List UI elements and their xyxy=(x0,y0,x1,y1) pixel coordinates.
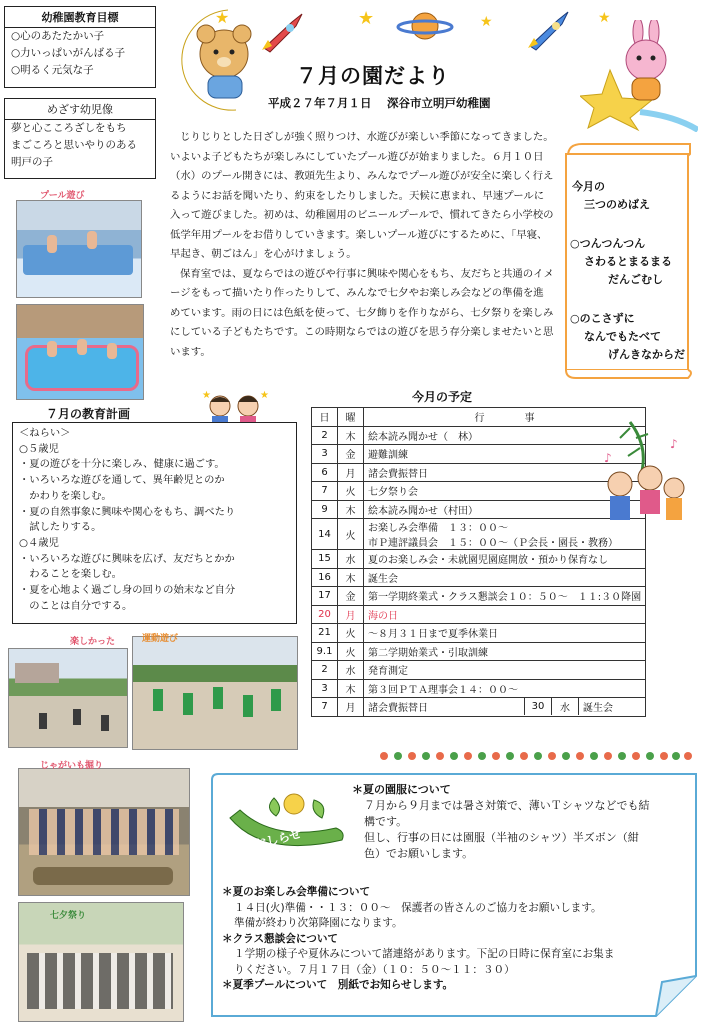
plan-line: ○４歳児 xyxy=(19,536,59,549)
vision-box xyxy=(4,98,156,179)
schedule-event-text: 七夕祭り会 xyxy=(368,487,418,499)
schedule-event-text: 避難訓練 xyxy=(368,450,408,462)
star-icon: ★ xyxy=(480,14,493,30)
planet-icon xyxy=(396,8,454,48)
schedule-weekday: 木 xyxy=(338,568,364,587)
schedule-event-text: 夏のお楽しみ会・未就園児園庭開放・預かり保育なし xyxy=(368,555,608,567)
children-singing-illustration xyxy=(590,418,690,532)
fruit-border xyxy=(378,750,694,762)
goal-item: ○明るく元気な子 xyxy=(11,64,94,76)
plan-line: ・夏を心地よく過ごし身の回りの始末など自分 xyxy=(19,584,236,597)
schedule-day: 9.1 xyxy=(312,642,338,661)
words-line: げんきなからだ xyxy=(608,348,685,361)
plan-title: ７月の教育計画 xyxy=(46,407,131,421)
notice-line: １４日(火)準備・・１３：００〜 保護者の皆さんのご協力をお願いします。 xyxy=(234,901,602,914)
schedule-day: 16 xyxy=(312,568,338,587)
words-line: だんごむし xyxy=(608,273,663,286)
words-scroll xyxy=(562,142,694,380)
words-line: なんでもたべて xyxy=(584,330,661,343)
schedule-event-text: 諸会費振替日 xyxy=(364,698,525,715)
schedule-event-text: 第一学期終業式・クラス懇談会１０：５０〜 １１:３０降園 xyxy=(368,592,642,604)
plan-box xyxy=(12,422,297,624)
page-title: ７月の園だより xyxy=(296,64,450,88)
intro-paragraph-1: じりじりとした日ざしが強く照りつけ、水遊びが楽しい季節になってきました。いよいよ子どもたちが楽しみにしていたプール遊びが始まりました。６月１０日（水）のプール開きには、教頭先生より、みんなでプール遊びが安全に楽しく行えるようにお話を聞いたり、約束をしたりしました。天候に恵まれ、早速プールに入って遊びました。初めは、幼稚園用のビニールプールで、慣れてきたら小学校の低学年用プールをお借りしていきます。楽しいプール遊びにするために、「早寝、早起き、朝ごはん」を心がけましょう。 xyxy=(170,131,554,260)
plan-line: のことは自分でする。 xyxy=(19,599,133,612)
schedule-header-cell: 行 事 xyxy=(364,408,646,427)
schedule-row xyxy=(312,605,646,624)
schedule-title: 今月の予定 xyxy=(412,390,473,404)
notice-badge: おしらせ xyxy=(253,826,303,852)
schedule-weekday: 火 xyxy=(338,624,364,643)
schedule-row xyxy=(312,679,646,698)
pool-photo-2 xyxy=(16,304,144,400)
schedule-event xyxy=(364,624,646,643)
schedule-weekday: 金 xyxy=(338,445,364,464)
pool-photo-caption: プール遊び xyxy=(40,191,85,201)
notice-line: 但し、行事の日には園服（半袖のシャツ）半ズボン（紺 xyxy=(364,831,639,844)
bunny-star-illustration xyxy=(580,20,698,132)
schedule-event-text: 誕生会 xyxy=(583,703,613,715)
schedule-weekday: 月 xyxy=(338,463,364,482)
plan-line: わることを楽しむ。 xyxy=(19,568,122,581)
vision-item: 明戸の子 xyxy=(11,156,53,168)
schedule-weekday: 火 xyxy=(338,519,364,550)
words-line: ○のこさずに xyxy=(570,312,635,325)
svg-text:♪: ♪ xyxy=(670,437,678,451)
schedule-day: 7 xyxy=(312,482,338,501)
hall-photo xyxy=(18,902,184,1022)
playground-photo-2 xyxy=(132,636,298,750)
schedule-event-text: 海の日 xyxy=(368,610,398,622)
vision-item: 夢と心こころざしをもち xyxy=(11,122,127,134)
schedule-event-text: 発育測定 xyxy=(368,666,408,678)
schedule-event xyxy=(364,698,646,717)
schedule-row xyxy=(312,568,646,587)
schedule-weekday: 月 xyxy=(338,698,364,717)
schedule-event xyxy=(364,661,646,680)
notice-line: １学期の様子や夏休みについて諸連絡があります。下記の日時に保育室にお集ま xyxy=(234,948,615,960)
star-icon: ★ xyxy=(598,10,611,26)
schedule-day: 2 xyxy=(312,661,338,680)
notice-panel xyxy=(210,772,698,1018)
schedule-day: 7 xyxy=(312,698,338,717)
svg-text:★: ★ xyxy=(202,390,211,401)
schedule-day: 14 xyxy=(312,519,338,550)
hall-caption: 七夕祭り xyxy=(50,911,87,921)
schedule-event xyxy=(364,587,646,606)
potato-caption: じゃがいも掘り xyxy=(40,761,104,771)
schedule-event xyxy=(364,550,646,569)
schedule-row xyxy=(312,661,646,680)
schedule-event-text: お楽しみ会準備 １３：００〜 xyxy=(368,523,508,534)
notice-heading: ＊夏季プールについて 別紙でお知らせします。 xyxy=(222,979,454,991)
schedule-day: 9 xyxy=(312,500,338,519)
plan-line: ・いろいろな遊びを通して、異年齢児とのか xyxy=(19,474,225,487)
taiso-caption: 運動遊び xyxy=(142,634,179,644)
goals-title: 幼稚園教育目標 xyxy=(5,7,155,28)
star-icon: ★ xyxy=(358,8,375,29)
schedule-event-text: 〜８月３１日まで夏季休業日 xyxy=(368,629,498,641)
schedule-event xyxy=(364,568,646,587)
page-subtitle: 平成２７年７月１日 深谷市立明戸幼稚園 xyxy=(268,96,491,110)
schedule-day: 6 xyxy=(312,463,338,482)
notice-line: 構です。 xyxy=(364,815,408,828)
notice-line: りください。７月１７日（金）（１０：５０〜１１：３０） xyxy=(234,963,515,976)
schedule-event-text: 誕生会 xyxy=(368,573,398,585)
schedule-weekday: 火 xyxy=(338,482,364,501)
plan-line: ・夏の遊びを十分に楽しみ、健康に過ごす。 xyxy=(19,458,225,471)
plan-line: かわりを楽しむ。 xyxy=(19,489,112,502)
svg-text:♪: ♪ xyxy=(604,451,612,465)
schedule-row xyxy=(312,624,646,643)
plan-line: ○５歳児 xyxy=(19,442,59,455)
vision-title: めざす幼児像 xyxy=(5,99,155,120)
schedule-header-cell: 日 xyxy=(312,408,338,427)
plan-line: 試したりする。 xyxy=(19,521,102,534)
notice-line: ７月から９月までは暑さ対策で、薄いＴシャツなどでも結 xyxy=(364,799,650,812)
schedule-day: 21 xyxy=(312,624,338,643)
star-icon: ★ xyxy=(215,8,230,27)
fun-caption: 楽しかった xyxy=(70,637,116,647)
notice-heading: ＊クラス懇談会について xyxy=(222,932,339,945)
schedule-day: 2 xyxy=(312,426,338,445)
schedule-header-cell: 曜 xyxy=(338,408,364,427)
schedule-weekday: 月 xyxy=(338,605,364,624)
schedule-event-text: 諸会費振替日 xyxy=(368,468,428,480)
words-line: さわるとまるまる xyxy=(584,255,672,268)
schedule-weekday: 水 xyxy=(552,698,579,715)
goal-item: ○心のあたたかい子 xyxy=(11,30,105,42)
schedule-weekday: 水 xyxy=(338,550,364,569)
intro-paragraph-2: 保育室では、夏ならではの遊びや行事に興味や関心をもち、友だちと共通のイメージをもって描いたり作ったりして、みんなで七夕やお楽しみ会などの準備を進めています。雨の日には色紙を使って、七夕飾りを作りながら、七夕祭りを楽しみにしている子どもたちです。この時期ならではの遊びを思う存分楽しませたいと思います。 xyxy=(170,267,554,358)
schedule-event xyxy=(364,605,646,624)
words-title-1: 今月の xyxy=(572,180,605,193)
notice-line: 色）でお願いします。 xyxy=(364,847,474,860)
plan-line: ・いろいろな遊びに興味を広げ、友だちとかか xyxy=(19,552,235,565)
words-title-2: 三つのめばえ xyxy=(584,198,650,211)
schedule-event-text: 第二学期始業式・引取訓練 xyxy=(368,647,488,659)
schedule-day: 17 xyxy=(312,587,338,606)
playground-photo-1 xyxy=(8,648,128,748)
schedule-weekday: 金 xyxy=(338,587,364,606)
potato-photo xyxy=(18,768,190,896)
goals-box xyxy=(4,6,156,88)
rocket-icon xyxy=(524,8,574,56)
plan-line: ・夏の自然事象に興味や関心をもち、調べたり xyxy=(19,505,236,518)
schedule-weekday: 木 xyxy=(338,679,364,698)
notice-line: 準備が終わり次第降園になります。 xyxy=(234,917,403,929)
schedule-day: 15 xyxy=(312,550,338,569)
schedule-event-text: 絵本読み聞かせ（村田） xyxy=(368,505,478,517)
schedule-row xyxy=(312,698,646,717)
schedule-day: 30 xyxy=(525,698,552,715)
notice-heading: ＊夏のお楽しみ会準備について xyxy=(222,886,371,898)
schedule-row xyxy=(312,550,646,569)
schedule-weekday: 木 xyxy=(338,426,364,445)
notice-heading: ＊夏の園服について xyxy=(352,783,451,796)
schedule-weekday: 水 xyxy=(338,661,364,680)
schedule-row xyxy=(312,642,646,661)
intro-text xyxy=(170,128,554,362)
vision-item: まごころと思いやりのある xyxy=(11,139,137,151)
pool-photo-1 xyxy=(16,200,142,298)
plan-line: ＜ねらい＞ xyxy=(19,427,71,439)
schedule-event-text: 第３回ＰＴＡ理事会１４：００〜 xyxy=(368,684,518,696)
schedule-row xyxy=(312,587,646,606)
schedule-event-text: 市Ｐ連評議員会 １５：００〜（Ｐ会長・園長・教務） xyxy=(368,538,618,549)
words-line: ○つんつんつん xyxy=(570,237,646,250)
schedule-weekday: 火 xyxy=(338,642,364,661)
schedule-event-text: 絵本読み聞かせ（ 林） xyxy=(368,431,478,443)
schedule-event xyxy=(364,642,646,661)
svg-text:★: ★ xyxy=(260,390,269,401)
schedule-day: 20 xyxy=(312,605,338,624)
rocket-icon xyxy=(258,10,308,58)
schedule-day: 3 xyxy=(312,679,338,698)
schedule-weekday: 木 xyxy=(338,500,364,519)
schedule-event xyxy=(364,679,646,698)
goal-item: ○力いっぱいがんばる子 xyxy=(11,47,126,59)
schedule-day: 3 xyxy=(312,445,338,464)
